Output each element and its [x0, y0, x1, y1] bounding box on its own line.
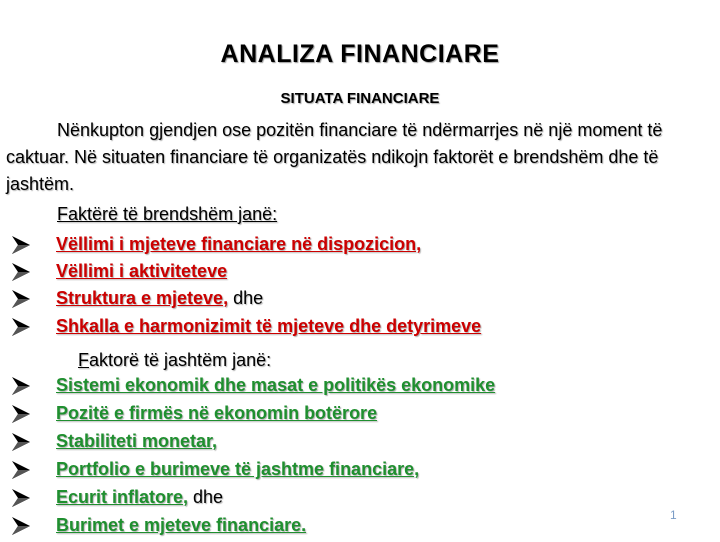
list-item — [10, 512, 307, 539]
internal-factors-heading: Faktërë të brendshëm janë: — [57, 204, 278, 224]
list-item-text — [56, 431, 217, 452]
list-item-main-text: Stabiliteti monetar, — [56, 431, 218, 451]
arrow-bullet-icon — [10, 375, 32, 397]
list-item-text — [56, 459, 419, 480]
list-item-main-text: Shkalla e harmonizimit të mjeteve dhe detyrimeve — [56, 316, 482, 336]
list-item-main-text: Vëllimi i aktiviteteve — [56, 261, 228, 281]
list-item-suffix: dhe — [228, 288, 264, 308]
arrow-bullet-icon — [10, 515, 32, 537]
list-item-main-text: Vëllimi i mjeteve financiare në dispozicion, — [56, 234, 422, 254]
list-item — [10, 313, 482, 340]
list-item-text — [56, 515, 306, 536]
external-factors-heading — [78, 350, 271, 371]
list-item-text — [56, 403, 377, 424]
section-subtitle: SITUATA FINANCIARE — [280, 90, 440, 107]
list-item — [10, 456, 420, 483]
intro-paragraph — [6, 117, 712, 198]
list-item — [10, 428, 218, 455]
list-item — [10, 231, 422, 258]
page-number: 1 — [670, 508, 677, 522]
external-heading-rest: aktorë të jashtëm janë: — [89, 350, 272, 370]
arrow-bullet-icon — [10, 316, 32, 338]
list-item — [10, 484, 224, 511]
list-item-text — [56, 316, 481, 337]
list-item-main-text: Struktura e mjeteve, — [56, 288, 229, 308]
list-item-main-text: Sistemi ekonomik dhe masat e politikës ekonomike — [56, 375, 496, 395]
list-item-text — [56, 487, 223, 508]
list-item — [10, 372, 496, 399]
arrow-bullet-icon — [10, 431, 32, 453]
intro-text: Nënkupton gjendjen ose pozitën financiare të ndërmarrjes në një moment të caktuar. Në situaten financiare të organizatës ndikojn faktorët e brendshëm dhe të jashtëm. — [6, 120, 663, 194]
arrow-bullet-icon — [10, 261, 32, 283]
arrow-bullet-icon — [10, 288, 32, 310]
list-item-text — [56, 261, 227, 282]
arrow-bullet-icon — [10, 487, 32, 509]
list-item — [10, 258, 228, 285]
arrow-bullet-icon — [10, 459, 32, 481]
list-item-text — [56, 375, 495, 396]
list-item — [10, 400, 378, 427]
list-item-main-text: Pozitë e firmës në ekonomin botërore — [56, 403, 378, 423]
arrow-bullet-icon — [10, 234, 32, 256]
arrow-bullet-icon — [10, 403, 32, 425]
external-heading-initial: F — [78, 350, 89, 370]
list-item-suffix: dhe — [188, 487, 224, 507]
page-title: ANALIZA FINANCIARE — [220, 40, 500, 68]
list-item-main-text: Portfolio e burimeve të jashtme financiare, — [56, 459, 420, 479]
list-item-text — [56, 288, 263, 309]
list-item-main-text: Burimet e mjeteve financiare. — [56, 515, 307, 535]
list-item — [10, 285, 264, 312]
list-item-main-text: Ecurit inflatore, — [56, 487, 189, 507]
list-item-text — [56, 234, 421, 255]
